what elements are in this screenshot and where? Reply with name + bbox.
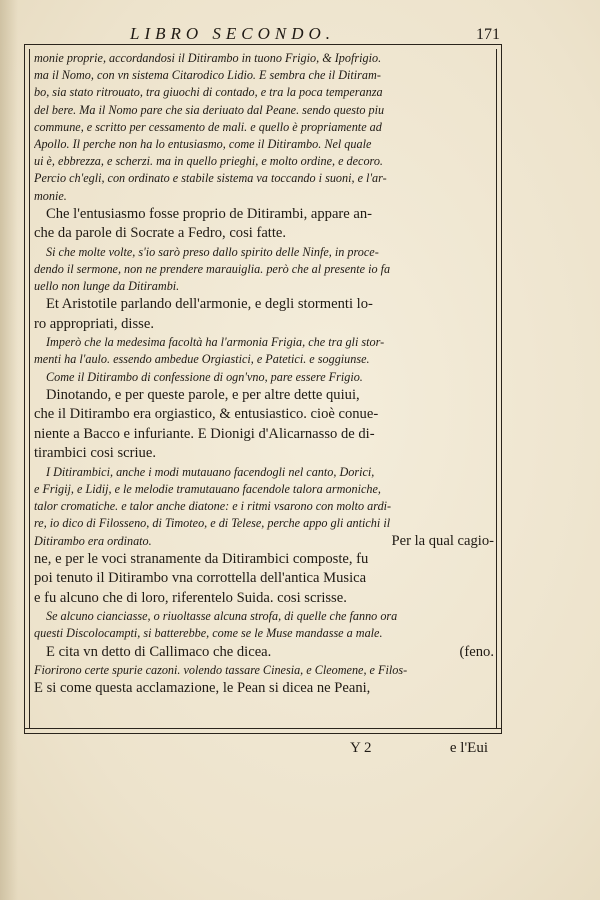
signature-mark: Y 2: [350, 740, 372, 756]
roman-text-line: tirambici cosi scriue.: [34, 445, 156, 462]
italic-text-line: dendo il sermone, non ne prendere marauiglia. però che al presente io fa: [34, 261, 391, 276]
running-head: LIBRO SECONDO.: [130, 24, 336, 43]
line-left-segment: E cita vn detto di Callimaco che dicea.: [46, 643, 272, 660]
binding-gutter-shadow: [0, 0, 18, 900]
italic-text-line: e Frigij, e Lidij, e le melodie tramutauano facendole talora armoniche,: [34, 482, 381, 496]
roman-text-line: che da parole di Socrate a Fedro, cosi fatte.: [34, 225, 287, 242]
roman-text-line: poi tenuto il Ditirambo vna corrottella dell'antica Musica: [34, 570, 367, 587]
line-left-segment: Ditirambo era ordinato.: [34, 533, 152, 548]
roman-text-line: Dinotando, e per queste parole, e per altre dette quiui,: [46, 386, 360, 403]
italic-text-line: questi Discolocampti, si batterebbe, come se le Muse mandasse a male.: [34, 626, 383, 641]
italic-text-line: ma il Nomo, con vn sistema Citarodico Lidio. E sembra che il Ditiram-: [34, 68, 381, 83]
italic-text-line: Imperò che la medesima facoltà ha l'armonia Frigia, che tra gli stor-: [46, 335, 385, 350]
italic-text-line: Apollo. Il perche non ha lo entusiasmo, come il Ditirambo. Nel quale: [34, 136, 372, 151]
italic-text-line: Fiorirono certe spurie cazoni. volendo tassare Cinesia, e Cleomene, e Filos-: [34, 663, 408, 678]
roman-text-line: [34, 643, 494, 663]
catchword: e l'Eui: [449, 740, 488, 756]
italic-text-line: ui è, ebbrezza, e scherzi. ma in quello prieghi, e molto ordine, e decoro.: [34, 154, 383, 169]
page-header: [30, 20, 500, 44]
roman-text-line: ro appropriati, disse.: [34, 315, 154, 332]
roman-text-line: E si come questa acclamazione, le Pean si dicea ne Peani,: [34, 680, 371, 697]
body-text: [34, 50, 494, 699]
line-right-segment: Per la qual cagio-: [391, 532, 494, 549]
roman-text-line: e fu alcuno che di loro, riferentelo Suida. cosi scrisse.: [34, 589, 347, 606]
roman-text-line: che il Ditirambo era orgiastico, & entusiastico. cioè conue-: [34, 406, 379, 423]
page-footer: [30, 740, 500, 760]
roman-text-line: Che l'entusiasmo fosse proprio de Ditirambi, appare an-: [46, 205, 373, 222]
roman-text-line: Et Aristotile parlando dell'armonie, e degli stormenti lo-: [46, 296, 373, 313]
italic-text-line: [34, 533, 494, 550]
italic-text-line: Si che molte volte, s'io sarò preso dallo spirito delle Ninfe, in proce-: [46, 244, 379, 259]
line-right-segment: (feno.: [459, 643, 494, 660]
italic-text-line: Come il Ditirambo di confessione di ogn'vno, pare essere Frigio.: [46, 369, 363, 384]
italic-text-line: re, io dico di Filosseno, di Timoteo, e di Telese, perche appo gli antichi il: [34, 516, 391, 531]
italic-text-line: menti ha l'aulo. essendo ambedue Orgiastici, e Patetici. e soggiunse.: [34, 352, 370, 367]
italic-text-line: monie.: [34, 188, 67, 203]
roman-text-line: niente a Bacco e infuriante. E Dionigi d'Alicarnasso de di-: [34, 425, 375, 442]
italic-text-line: del bere. Ma il Nomo pare che sia deriuato dal Peane. sendo questo piu: [34, 102, 385, 117]
italic-text-line: bo, sia stato ritrouato, tra giuochi di contado, e tra la poca temperanza: [34, 85, 383, 100]
italic-text-line: Se alcuno cianciasse, o riuoltasse alcuna strofa, di quelle che fanno ora: [46, 609, 398, 624]
italic-text-line: monie proprie, accordandosi il Ditirambo in tuono Frigio, & Ipofrigio.: [34, 51, 382, 65]
italic-text-line: commune, e scritto per cessamento de mali. e quello è propriamente ad: [34, 119, 382, 134]
page-number: 171: [476, 26, 500, 43]
italic-text-line: uello non lunge da Ditirambi.: [34, 279, 180, 294]
italic-text-line: Percio ch'egli, con ordinato e stabile sistema va toccando i suoni, e l'ar-: [34, 171, 387, 186]
italic-text-line: talor cromatiche. e talor anche diatone: e i ritmi vsarono con molto ardi-: [34, 499, 392, 514]
italic-text-line: I Ditirambici, anche i modi mutauano facendogli nel canto, Dorici,: [46, 464, 375, 479]
roman-text-line: ne, e per le voci stranamente da Ditirambici composte, fu: [34, 550, 369, 567]
text-frame-bottom-rule: [24, 728, 502, 729]
